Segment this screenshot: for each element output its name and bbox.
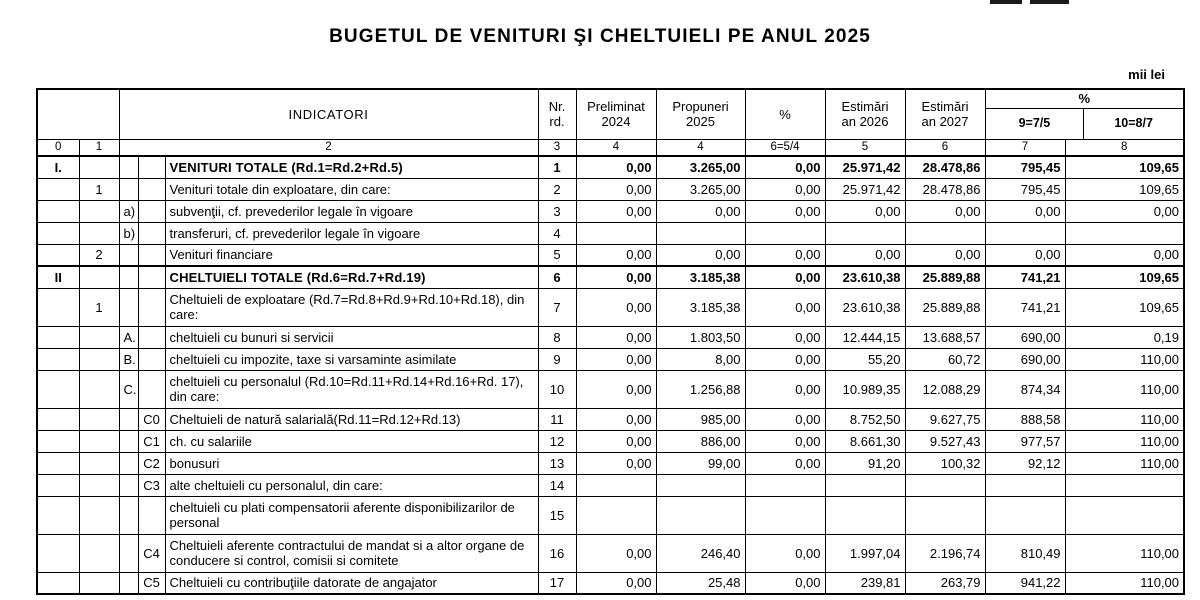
row-level0-marker	[37, 244, 79, 266]
row-estimari-2026: 55,20	[825, 348, 905, 370]
row-level2-marker	[119, 430, 138, 452]
row-propuneri-2025: 985,00	[656, 408, 745, 430]
row-preliminat-2024: 0,00	[576, 348, 656, 370]
colnum-8: 8	[1065, 139, 1184, 156]
colnum-1: 1	[79, 139, 119, 156]
table-row	[37, 200, 1184, 222]
row-level1-marker	[79, 496, 119, 534]
row-level3-marker	[138, 348, 165, 370]
row-preliminat-2024: 0,00	[576, 200, 656, 222]
table-header-row	[37, 89, 1184, 139]
row-level3-marker	[138, 326, 165, 348]
row-percent-10: 110,00	[1065, 430, 1184, 452]
row-preliminat-2024: 0,00	[576, 244, 656, 266]
header-percent: %	[745, 89, 825, 139]
table-row	[37, 534, 1184, 572]
row-level2-marker	[119, 266, 138, 288]
cropped-table-artifact-left	[990, 0, 1022, 4]
row-level0-marker: I.	[37, 156, 79, 178]
row-percent-9: 0,00	[985, 200, 1065, 222]
colnum-3: 3	[538, 139, 576, 156]
row-level3-marker	[138, 496, 165, 534]
row-number: 1	[538, 156, 576, 178]
row-propuneri-2025	[656, 474, 745, 496]
header-estimari-2027: Estimări an 2027	[905, 89, 985, 139]
row-propuneri-2025: 3.265,00	[656, 156, 745, 178]
row-estimari-2026: 0,00	[825, 244, 905, 266]
row-percent: 0,00	[745, 430, 825, 452]
row-percent-10	[1065, 474, 1184, 496]
row-level3-marker: C3	[138, 474, 165, 496]
row-level0-marker	[37, 326, 79, 348]
row-percent-9	[985, 474, 1065, 496]
row-percent-9: 795,45	[985, 156, 1065, 178]
row-number: 10	[538, 370, 576, 408]
row-level1-marker: 1	[79, 178, 119, 200]
row-level2-marker	[119, 156, 138, 178]
row-level2-marker	[119, 178, 138, 200]
row-propuneri-2025: 25,48	[656, 572, 745, 594]
row-propuneri-2025	[656, 496, 745, 534]
row-preliminat-2024: 0,00	[576, 408, 656, 430]
row-estimari-2027: 9.527,43	[905, 430, 985, 452]
row-description: VENITURI TOTALE (Rd.1=Rd.2+Rd.5)	[165, 156, 538, 178]
row-description: alte cheltuieli cu personalul, din care:	[165, 474, 538, 496]
table-row	[37, 430, 1184, 452]
row-level3-marker	[138, 370, 165, 408]
row-estimari-2027: 263,79	[905, 572, 985, 594]
row-estimari-2027	[905, 474, 985, 496]
row-description: bonusuri	[165, 452, 538, 474]
row-description: ch. cu salariile	[165, 430, 538, 452]
row-level1-marker	[79, 222, 119, 244]
row-level3-marker: C5	[138, 572, 165, 594]
row-percent: 0,00	[745, 348, 825, 370]
row-level2-marker: b)	[119, 222, 138, 244]
row-level0-marker	[37, 474, 79, 496]
row-propuneri-2025: 1.803,50	[656, 326, 745, 348]
header-percent-9: 9=7/5	[986, 109, 1085, 139]
row-percent-10: 110,00	[1065, 370, 1184, 408]
row-description: cheltuieli cu impozite, taxe si varsaminte asimilate	[165, 348, 538, 370]
row-level1-marker	[79, 534, 119, 572]
row-estimari-2027: 13.688,57	[905, 326, 985, 348]
row-percent: 0,00	[745, 288, 825, 326]
row-level0-marker	[37, 408, 79, 430]
row-percent-9: 0,00	[985, 244, 1065, 266]
row-preliminat-2024: 0,00	[576, 572, 656, 594]
header-percent-group-label: %	[986, 90, 1184, 109]
row-preliminat-2024: 0,00	[576, 178, 656, 200]
row-level2-marker	[119, 452, 138, 474]
colnum-4b: 4	[656, 139, 745, 156]
row-level0-marker	[37, 430, 79, 452]
colnum-0: 0	[37, 139, 79, 156]
row-description: transferuri, cf. prevederilor legale în vigoare	[165, 222, 538, 244]
row-estimari-2026: 23.610,38	[825, 288, 905, 326]
table-row	[37, 266, 1184, 288]
row-percent-9: 810,49	[985, 534, 1065, 572]
row-percent-10: 0,00	[1065, 244, 1184, 266]
row-percent-9: 690,00	[985, 326, 1065, 348]
colnum-2: 2	[119, 139, 538, 156]
row-description: Venituri totale din exploatare, din care:	[165, 178, 538, 200]
row-propuneri-2025: 0,00	[656, 244, 745, 266]
row-level1-marker	[79, 200, 119, 222]
row-percent-10: 110,00	[1065, 572, 1184, 594]
row-estimari-2026: 1.997,04	[825, 534, 905, 572]
row-description: Cheltuieli cu contribuţiile datorate de angajator	[165, 572, 538, 594]
row-percent-10: 0,19	[1065, 326, 1184, 348]
row-propuneri-2025: 99,00	[656, 452, 745, 474]
row-preliminat-2024: 0,00	[576, 288, 656, 326]
row-number: 4	[538, 222, 576, 244]
header-percent-group	[985, 89, 1184, 139]
table-row	[37, 156, 1184, 178]
colnum-5: 5	[825, 139, 905, 156]
row-estimari-2027	[905, 222, 985, 244]
row-estimari-2026: 23.610,38	[825, 266, 905, 288]
row-percent: 0,00	[745, 534, 825, 572]
row-number: 7	[538, 288, 576, 326]
row-percent: 0,00	[745, 244, 825, 266]
table-row	[37, 222, 1184, 244]
row-percent: 0,00	[745, 156, 825, 178]
colnum-7: 7	[985, 139, 1065, 156]
row-description: cheltuieli cu personalul (Rd.10=Rd.11+Rd.14+Rd.16+Rd. 17), din care:	[165, 370, 538, 408]
row-percent-9: 690,00	[985, 348, 1065, 370]
row-estimari-2026: 12.444,15	[825, 326, 905, 348]
row-number: 13	[538, 452, 576, 474]
row-level2-marker: A.	[119, 326, 138, 348]
row-percent-9: 977,57	[985, 430, 1065, 452]
row-preliminat-2024: 0,00	[576, 452, 656, 474]
row-preliminat-2024	[576, 474, 656, 496]
table-row	[37, 452, 1184, 474]
table-row	[37, 288, 1184, 326]
row-percent-9	[985, 496, 1065, 534]
table-row	[37, 178, 1184, 200]
row-level3-marker	[138, 266, 165, 288]
row-number: 17	[538, 572, 576, 594]
row-level3-marker	[138, 200, 165, 222]
row-estimari-2027: 25.889,88	[905, 288, 985, 326]
row-level0-marker	[37, 222, 79, 244]
row-description: subvenţii, cf. prevederilor legale în vigoare	[165, 200, 538, 222]
row-level1-marker	[79, 266, 119, 288]
row-percent-10: 109,65	[1065, 178, 1184, 200]
row-propuneri-2025: 1.256,88	[656, 370, 745, 408]
row-estimari-2027: 60,72	[905, 348, 985, 370]
row-percent-10: 109,65	[1065, 266, 1184, 288]
header-preliminat-2024: Preliminat 2024	[576, 89, 656, 139]
row-propuneri-2025: 3.265,00	[656, 178, 745, 200]
table-row	[37, 370, 1184, 408]
row-number: 5	[538, 244, 576, 266]
table-row	[37, 326, 1184, 348]
table-row	[37, 348, 1184, 370]
row-description: Venituri financiare	[165, 244, 538, 266]
row-estimari-2026	[825, 474, 905, 496]
row-percent	[745, 474, 825, 496]
row-preliminat-2024	[576, 496, 656, 534]
colnum-6: 6	[905, 139, 985, 156]
row-number: 12	[538, 430, 576, 452]
row-preliminat-2024: 0,00	[576, 430, 656, 452]
header-nr-rd: Nr. rd.	[538, 89, 576, 139]
row-description: cheltuieli cu plati compensatorii aferente disponibilizarilor de personal	[165, 496, 538, 534]
row-level0-marker	[37, 200, 79, 222]
row-percent: 0,00	[745, 572, 825, 594]
budget-table	[36, 88, 1185, 595]
row-number: 11	[538, 408, 576, 430]
row-percent-9: 92,12	[985, 452, 1065, 474]
row-estimari-2027: 100,32	[905, 452, 985, 474]
row-level1-marker	[79, 348, 119, 370]
row-level2-marker	[119, 244, 138, 266]
row-level3-marker	[138, 222, 165, 244]
row-preliminat-2024	[576, 222, 656, 244]
row-percent: 0,00	[745, 452, 825, 474]
row-level0-marker	[37, 534, 79, 572]
row-percent: 0,00	[745, 178, 825, 200]
row-level2-marker	[119, 534, 138, 572]
row-estimari-2026: 10.989,35	[825, 370, 905, 408]
row-level3-marker: C4	[138, 534, 165, 572]
row-percent-10: 110,00	[1065, 452, 1184, 474]
row-percent-10: 110,00	[1065, 408, 1184, 430]
row-level3-marker	[138, 156, 165, 178]
colnum-4a: 4	[576, 139, 656, 156]
row-level1-marker	[79, 430, 119, 452]
row-estimari-2026	[825, 222, 905, 244]
unit-label: mii lei	[1128, 67, 1165, 82]
row-description: Cheltuieli aferente contractului de mandat si a altor organe de conducere si control, comisii si comitete	[165, 534, 538, 572]
row-level0-marker	[37, 496, 79, 534]
row-percent: 0,00	[745, 266, 825, 288]
row-estimari-2026: 25.971,42	[825, 178, 905, 200]
row-description: Cheltuieli de exploatare (Rd.7=Rd.8+Rd.9+Rd.10+Rd.18), din care:	[165, 288, 538, 326]
row-number: 14	[538, 474, 576, 496]
row-estimari-2027: 28.478,86	[905, 178, 985, 200]
row-level3-marker	[138, 244, 165, 266]
row-description: CHELTUIELI TOTALE (Rd.6=Rd.7+Rd.19)	[165, 266, 538, 288]
table-body	[37, 156, 1184, 594]
row-percent-10: 110,00	[1065, 534, 1184, 572]
row-percent-9	[985, 222, 1065, 244]
row-propuneri-2025: 3.185,38	[656, 288, 745, 326]
row-number: 9	[538, 348, 576, 370]
row-preliminat-2024: 0,00	[576, 370, 656, 408]
table-row	[37, 474, 1184, 496]
row-description: Cheltuieli de natură salarială(Rd.11=Rd.12+Rd.13)	[165, 408, 538, 430]
page-title: BUGETUL DE VENITURI ŞI CHELTUIELI PE ANUL 2025	[329, 26, 871, 47]
row-level2-marker: C.	[119, 370, 138, 408]
row-number: 2	[538, 178, 576, 200]
row-estimari-2026: 25.971,42	[825, 156, 905, 178]
row-level2-marker	[119, 572, 138, 594]
row-level1-marker	[79, 370, 119, 408]
row-level3-marker	[138, 178, 165, 200]
row-estimari-2027: 9.627,75	[905, 408, 985, 430]
row-percent-9: 874,34	[985, 370, 1065, 408]
row-percent-9: 888,58	[985, 408, 1065, 430]
row-percent-9: 941,22	[985, 572, 1065, 594]
row-percent: 0,00	[745, 326, 825, 348]
row-percent	[745, 496, 825, 534]
row-level1-marker: 1	[79, 288, 119, 326]
row-level1-marker	[79, 452, 119, 474]
row-level2-marker	[119, 474, 138, 496]
row-level0-marker: II	[37, 266, 79, 288]
row-estimari-2027	[905, 496, 985, 534]
row-level2-marker: a)	[119, 200, 138, 222]
row-level1-marker	[79, 408, 119, 430]
row-percent-10	[1065, 222, 1184, 244]
table-row	[37, 408, 1184, 430]
row-level2-marker	[119, 288, 138, 326]
row-level1-marker	[79, 326, 119, 348]
row-estimari-2026: 8.661,30	[825, 430, 905, 452]
row-level0-marker	[37, 288, 79, 326]
row-percent-9: 741,21	[985, 288, 1065, 326]
row-percent-10: 109,65	[1065, 288, 1184, 326]
row-propuneri-2025: 3.185,38	[656, 266, 745, 288]
row-estimari-2027: 0,00	[905, 200, 985, 222]
row-percent-9: 741,21	[985, 266, 1065, 288]
table-row	[37, 572, 1184, 594]
row-percent-10: 110,00	[1065, 348, 1184, 370]
row-level3-marker: C1	[138, 430, 165, 452]
row-level3-marker	[138, 288, 165, 326]
row-number: 6	[538, 266, 576, 288]
row-estimari-2026: 239,81	[825, 572, 905, 594]
row-level1-marker: 2	[79, 244, 119, 266]
row-estimari-2027: 12.088,29	[905, 370, 985, 408]
row-level2-marker	[119, 496, 138, 534]
row-estimari-2027: 2.196,74	[905, 534, 985, 572]
table-row	[37, 496, 1184, 534]
header-indicatori: INDICATORI	[119, 89, 538, 139]
row-percent-9: 795,45	[985, 178, 1065, 200]
row-description: cheltuieli cu bunuri si servicii	[165, 326, 538, 348]
row-percent-10	[1065, 496, 1184, 534]
row-estimari-2027: 25.889,88	[905, 266, 985, 288]
row-estimari-2026: 8.752,50	[825, 408, 905, 430]
row-propuneri-2025: 0,00	[656, 200, 745, 222]
row-percent: 0,00	[745, 200, 825, 222]
header-percent-10: 10=8/7	[1114, 116, 1153, 131]
row-estimari-2027: 0,00	[905, 244, 985, 266]
row-number: 8	[538, 326, 576, 348]
table-row	[37, 244, 1184, 266]
row-level0-marker	[37, 178, 79, 200]
row-level2-marker: B.	[119, 348, 138, 370]
row-level1-marker	[79, 156, 119, 178]
cropped-table-artifact-right	[1030, 0, 1069, 4]
row-level0-marker	[37, 370, 79, 408]
row-propuneri-2025	[656, 222, 745, 244]
row-estimari-2026	[825, 496, 905, 534]
row-propuneri-2025: 246,40	[656, 534, 745, 572]
colnum-6-formula: 6=5/4	[745, 139, 825, 156]
row-estimari-2026: 0,00	[825, 200, 905, 222]
row-level3-marker: C0	[138, 408, 165, 430]
row-number: 16	[538, 534, 576, 572]
row-percent: 0,00	[745, 408, 825, 430]
row-number: 15	[538, 496, 576, 534]
row-percent-10: 0,00	[1065, 200, 1184, 222]
row-level3-marker: C2	[138, 452, 165, 474]
row-propuneri-2025: 8,00	[656, 348, 745, 370]
header-estimari-2026: Estimări an 2026	[825, 89, 905, 139]
row-percent	[745, 222, 825, 244]
row-level0-marker	[37, 348, 79, 370]
row-level0-marker	[37, 572, 79, 594]
row-preliminat-2024: 0,00	[576, 266, 656, 288]
row-preliminat-2024: 0,00	[576, 326, 656, 348]
row-estimari-2026: 91,20	[825, 452, 905, 474]
row-number: 3	[538, 200, 576, 222]
row-level1-marker	[79, 474, 119, 496]
row-level1-marker	[79, 572, 119, 594]
column-number-row	[37, 139, 1184, 156]
row-level2-marker	[119, 408, 138, 430]
row-preliminat-2024: 0,00	[576, 534, 656, 572]
header-propuneri-2025: Propuneri 2025	[656, 89, 745, 139]
row-estimari-2027: 28.478,86	[905, 156, 985, 178]
row-percent: 0,00	[745, 370, 825, 408]
row-percent-10: 109,65	[1065, 156, 1184, 178]
row-propuneri-2025: 886,00	[656, 430, 745, 452]
header-blank-left	[37, 89, 119, 139]
row-level0-marker	[37, 452, 79, 474]
row-preliminat-2024: 0,00	[576, 156, 656, 178]
